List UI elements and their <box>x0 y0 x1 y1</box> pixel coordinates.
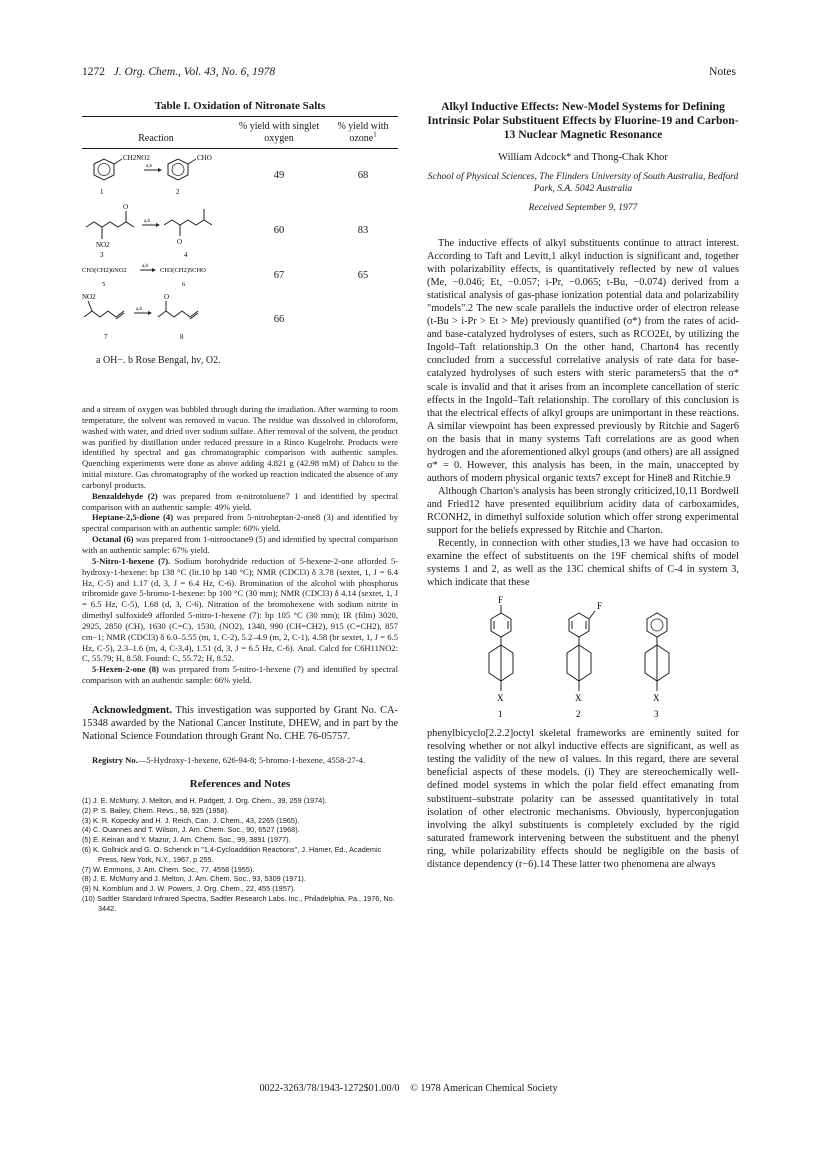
svg-text:F: F <box>498 595 504 606</box>
svg-text:a,b: a,b <box>144 219 150 224</box>
svg-text:1: 1 <box>100 188 104 196</box>
article-code: 0022-3263/78/1943-1272$01.00/0 <box>259 1083 400 1094</box>
svg-text:2: 2 <box>576 709 581 720</box>
svg-text:a,b: a,b <box>146 164 152 169</box>
row-3-ozone: 65 <box>357 269 369 281</box>
row-1-singlet: 49 <box>273 169 285 181</box>
reference-item: (4) C. Ouannes and T. Wilson, J. Am. Chem. Soc., 90, 6527 (1968). <box>82 825 300 835</box>
experimental-paragraph: Heptane-2,5-dione (4) was prepared from 5-nitroheptan-2-one8 (3) and identified by spectral comparison with an authentic sample: 60% yield. <box>82 512 398 534</box>
article-body-continued <box>427 727 739 871</box>
svg-text:O: O <box>177 238 183 246</box>
reaction-2-scheme <box>82 201 230 259</box>
label-r1-reactant: CH2NO2 <box>123 154 150 162</box>
svg-text:O: O <box>164 293 170 301</box>
journal-citation: J. Org. Chem., Vol. 43, No. 6, 1978 <box>113 66 276 78</box>
references-list <box>82 796 398 914</box>
svg-text:3: 3 <box>100 251 104 259</box>
svg-text:NO2: NO2 <box>82 293 96 301</box>
page-footer <box>0 1083 817 1094</box>
svg-text:2: 2 <box>176 188 180 196</box>
body-paragraph: Although Charton's analysis has been strongly criticized,10,11 Bordwell and Fried12 have presented equilibrium acidity data of carboxamides, RCONH2, in dimethyl sulfoxide solution which offer strong experimental support for the beliefs expressed by Ritchie and Charton. <box>427 485 739 537</box>
row-2-ozone: 83 <box>357 224 369 236</box>
svg-text:3: 3 <box>654 709 659 720</box>
references-heading: References and Notes <box>189 777 291 790</box>
model-system-2 <box>567 601 602 719</box>
body-paragraph: Recently, in connection with other studies,13 we have had occasion to examine the effect of substituents on the 19F chemical shifts of model systems 1 and 2, as well as the 13C chemical shifts of C-4 in system 3, which indicate that these <box>427 538 739 589</box>
reference-item: (1) J. E. McMurry, J. Melton, and H. Padgett, J. Org. Chem., 39, 259 (1974). <box>82 795 327 805</box>
row-1-ozone: 68 <box>357 169 369 181</box>
reference-item: (9) N. Kornblum and J. W. Powers, J. Org. Chem., 22, 455 (1957). <box>82 884 296 894</box>
acknowledgment: Acknowledgment. This investigation was supported by Grant No. CA-15348 awarded by the National Cancer Institute, DHEW, and in part by the National Science Foundation through Grant No. CHE 76-05757. <box>82 704 398 742</box>
model-system-3 <box>645 613 669 719</box>
copyright: © 1978 American Chemical Society <box>410 1083 558 1094</box>
svg-text:X: X <box>497 693 504 704</box>
registry-numbers: Registry No.—5-Hydroxy-1-hexene, 626-94-8; 5-bromo-1-hexene, 4558-27-4. <box>92 754 366 765</box>
running-header <box>82 66 736 82</box>
svg-text:CH3(CH2)5CHO: CH3(CH2)5CHO <box>160 267 206 274</box>
reference-item: (6) K. Gollnick and G. O. Schenck in "1,4-Cycloaddition Reactions", J. Hamer, Ed., Academic Press, New York, N.Y., 1967, p 255. <box>82 844 382 864</box>
svg-text:6: 6 <box>182 281 186 288</box>
svg-text:X: X <box>653 693 660 704</box>
reference-item: (3) K. R. Kopecky and H. J. Reich, Can. J. Chem., 43, 2265 (1965). <box>82 815 300 825</box>
svg-text:X: X <box>575 693 582 704</box>
experimental-paragraph: 5-Nitro-1-hexene (7). Sodium borohydride reduction of 5-hexene-2-one afforded 5-hydroxy-1-hexene: bp 138 °C (lit.10 bp 140 °C); NMR (CDCl3) δ 3.78 (sextet, 1, J = 6.4 Hz, C-5) and 1.17 (d, 3, J = 6.4 Hz, C-6). Bromination of the alcohol with phosphorus tribromide gave 5-bromo-1-hexene: bp 100 °C (30 mm); NMR (CDCl3) δ 4.14 (sextet, 1, J = 6.5 Hz, C-5), 1.68 (d, 3, C-6). Nitration of the bromohexene with sodium nitrite in dimethyl sulfoxide9 afforded 5-nitro-1-hexene (7): bp 105 °C (30 mm); IR (film) 3020, 2925, 2850 (CH), 1630 (C=C), 1530, (NO2), 1340, 990 (CH=CH2), 915 (C=CH2), 857 cm−1; NMR (CDCl3) δ 6.0–5.55 (m, 1, C-2), 5.2–4.9 (m, 2, C-1), 4.58 (br sextet, 1, J = 6.5 Hz, C-5), 2.3–1.6 (m, 4, C-3,4), 1.51 (d, 3, J = 6.5 Hz, C-6). Anal. Calcd for C6H11NO2: C, 55.79; H, 8.58. Found: C, 55.72; H, 8.52. <box>82 555 398 664</box>
col-ozone: % yield with ozone$^1$ <box>337 121 389 144</box>
reference-item: (10) Sadtler Standard Infrared Spectra, Sadtler Research Labs. Inc., Philadelphia, Pa., 1976, No. 3442. <box>82 893 395 913</box>
article-body <box>427 237 739 589</box>
svg-text:O: O <box>123 203 129 211</box>
col-reaction: Reaction <box>138 133 174 144</box>
table-footnote: a OH−. b Rose Bengal, hν, O2. <box>96 355 221 366</box>
reference-item: (7) W. Emmons, J. Am. Chem. Soc., 77, 4558 (1955). <box>82 864 255 874</box>
table-row <box>82 201 398 259</box>
left-column <box>82 100 398 914</box>
body-paragraph: phenylbicyclo[2.2.2]octyl skeletal frameworks are eminently suited for resolving whether or not alkyl inductive effects are significant, as well as testing the validity of the new σI values. In this regard, there are several beneficial aspects of these models. (i) They are stereochemically well-defined model systems in which the polar field effect emanating from substituent–substrate polarity can be assessed quantitatively in total isolation of other electronic mechanisms. Obviously, hyperconjugation involving the alkyl substituents is completely excluded by the rigid saturated framework intervening between the substituent and the phenyl ring, while polarizability effects should be negligible on the basis of distance dependency (r−6).14 These latter two phenomena are always <box>427 728 739 870</box>
svg-text:8: 8 <box>180 333 184 341</box>
reference-item: (2) P. S. Bailey, Chem. Revs., 58, 925 (1958). <box>82 805 229 815</box>
svg-text:NO2: NO2 <box>96 241 110 249</box>
page-number: 1272 <box>82 66 105 78</box>
experimental-paragraph: 5-Hexen-2-one (8) was prepared from 5-nitro-1-hexene (7) and identified by spectral comparison with an authentic sample: 66% yield. <box>82 664 398 686</box>
experimental-section <box>82 404 398 686</box>
svg-text:4: 4 <box>184 251 188 259</box>
table-title: Table I. Oxidation of Nitronate Salts <box>154 100 326 112</box>
table-row <box>82 291 398 347</box>
svg-text:5: 5 <box>102 281 106 288</box>
section-label: Notes <box>709 66 736 78</box>
row-2-singlet: 60 <box>273 224 285 236</box>
reaction-4-scheme <box>82 291 230 347</box>
article-affiliation: School of Physical Sciences, The Flinders University of South Australia, Bedford Park, S.A. 5042 Australia <box>427 171 739 194</box>
model-system-1 <box>489 595 513 719</box>
row-3-singlet: 67 <box>273 269 285 281</box>
article-title: Alkyl Inductive Effects: New-Model Systems for Defining Intrinsic Polar Substituent Effects by Fluorine-19 and Carbon-13 Nuclear Magnetic Resonance <box>427 100 739 141</box>
svg-text:a,b: a,b <box>142 264 148 269</box>
experimental-paragraph: Octanal (6) was prepared from 1-nitrooctane9 (5) and identified by spectral comparison with an authentic sample: 67% yield. <box>82 534 398 555</box>
svg-text:1: 1 <box>498 709 503 720</box>
table-row <box>82 259 398 291</box>
svg-text:CH3(CH2)6NO2: CH3(CH2)6NO2 <box>82 267 127 274</box>
reference-item: (5) E. Keinan and Y. Mazur, J. Am. Chem. Soc., 99, 3891 (1977). <box>82 835 291 845</box>
reaction-3-scheme <box>82 260 230 290</box>
table-header <box>82 117 398 148</box>
reaction-1-scheme <box>82 150 230 200</box>
article-authors: William Adcock* and Thong-Chak Khor <box>498 152 668 163</box>
svg-text:F: F <box>597 601 603 612</box>
experimental-paragraph: Benzaldehyde (2) was prepared from α-nitrotoluene7 1 and identified by spectral comparison with an authentic sample: 49% yield. <box>82 490 398 512</box>
body-paragraph: The inductive effects of alkyl substituents continue to attract interest. According to Taft and Levitt,1 alkyl induction is significant and, together with polarizability effects, is quantitatively reflected by new σI values (Me, −0.046; Et, −0.057; i-Pr, −0.065; t-Bu, −0.074) derived from a statistical analysis of gas-phase ionization potential data and polarizability "models".2 The new scale parallels the inductive order of electron release (t-Bu > i-Pr > Et > Me) previously quantified (σ*) from the rates of acid- and base-catalyzed hydrolyses of esters, such as RCO2Et, by utilizing the Ingold–Taft relationship.3 On the other hand, Charton4 has recently concluded from a successful correlative analysis of rate data for base-catalyzed hydrolyses of such esters with steric parameters5 that the σ* scale is invalid and that it arises from an incomplete cancellation of steric effects in the Ingold–Taft relationship. The corollary of this conclusion is that the electrical effects of alkyl groups are unimportant in these reactions. A similar viewpoint has been expressed previously by Ritchie and Sager6 on the basis that in many systems Taft correlations are as good when hydrogen and the aforementioned alkyl groups (and others) are all assigned σ* = 0. However, this analysis has been, in the main, unaccepted by authors of modern physical organic texts7 except for Hine8 and Ritchie.9 <box>427 238 739 484</box>
table-row <box>82 149 398 201</box>
label-r1-product: CHO <box>197 154 212 162</box>
model-systems-figure <box>427 595 739 721</box>
reference-item: (8) J. E. McMurry and J. Melton, J. Am. Chem. Soc., 93, 5309 (1971). <box>82 874 306 884</box>
received-date: Received September 9, 1977 <box>528 202 638 213</box>
svg-text:7: 7 <box>104 333 108 341</box>
right-column <box>427 100 739 871</box>
svg-text:a,b: a,b <box>136 307 142 312</box>
row-4-singlet: 66 <box>273 313 285 325</box>
experimental-paragraph: and a stream of oxygen was bubbled through during the irradiation. After warming to room temperature, the solvent was removed in vacuo. The residue was dissolved in chloroform, washed with water, and dried over sodium sulfate. After removal of the solvent, the product was purified by distillation under reduced pressure in a Rinco Kugelrohr. Products were identified by spectral and gas chromatographic comparison with authentic samples. Quenching experiments were done as above adding 4.821 g (42.98 mM) of Dabco to the initial mixture. Gas chromatography of the worked up reaction indicated the absence of any carbonyl products. <box>82 404 398 490</box>
col-singlet: % yield with singlet oxygen <box>238 121 320 144</box>
